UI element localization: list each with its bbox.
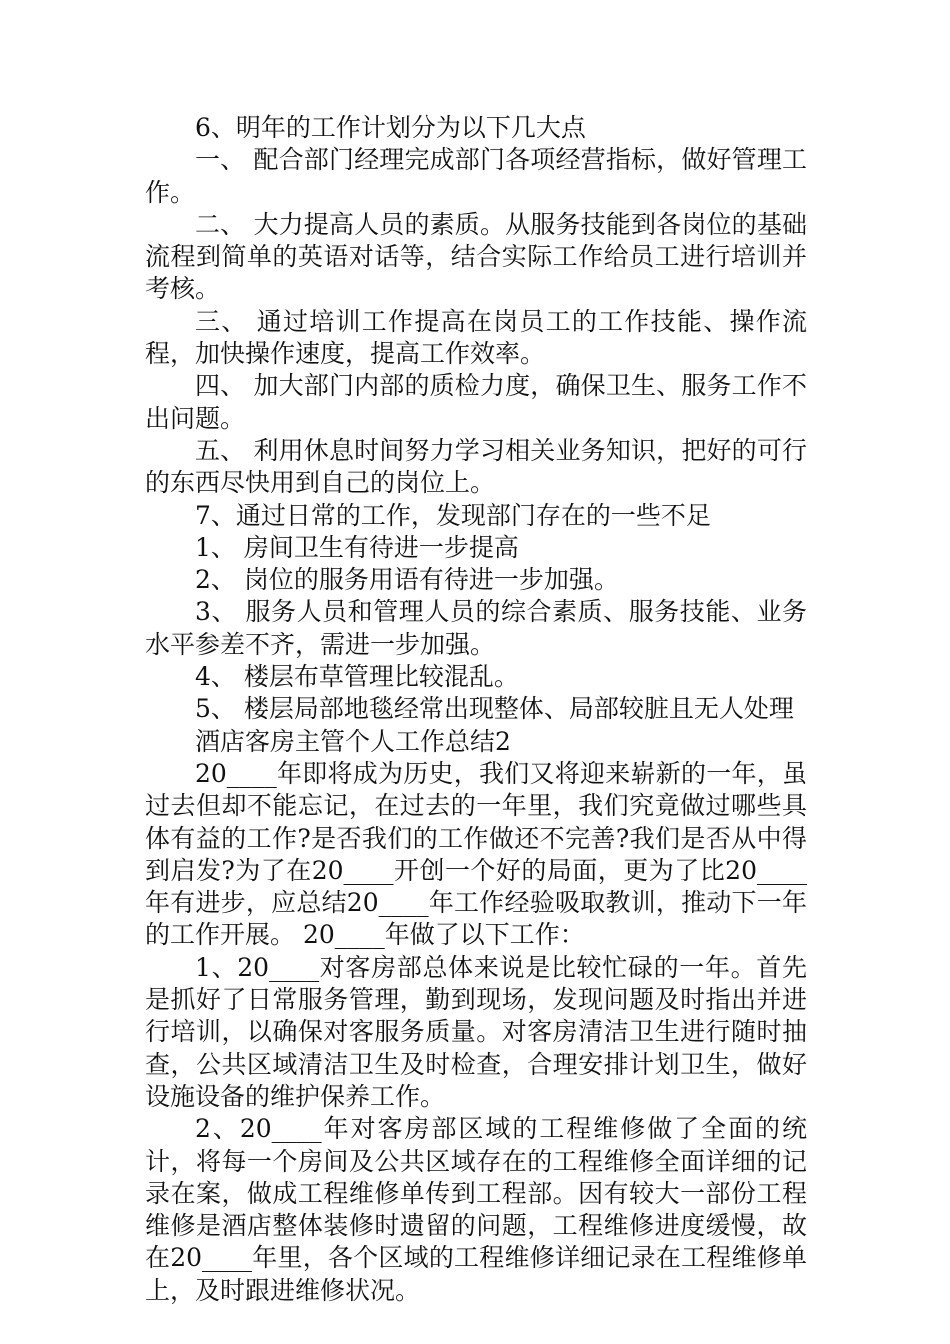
paragraph: 1、 房间卫生有待进一步提高 bbox=[195, 532, 519, 562]
section-title: 酒店客房主管个人工作总结2 bbox=[195, 726, 511, 756]
paragraph: 7、通过日常的工作，发现部门存在的一些不足 bbox=[195, 500, 711, 530]
paragraph: 四、 加大部门内部的质检力度，确保卫生、服务工作不出问题。 bbox=[145, 371, 807, 433]
paragraph: 2、20____年对客房部区域的工程维修做了全面的统计，将每一个房间及公共区域存在的工程维修全面详细的记录在案，做成工程维修单传到工程部。因有较大一部份工程维修是酒店整体装修时遗留的问题，工程维修进度缓慢，故在20____年里，各个区域的工程维修详细记录在工程维修单上，及时跟进维修状况。 bbox=[145, 1114, 807, 1305]
paragraph: 一、 配合部门经理完成部门各项经营指标，做好管理工作。 bbox=[145, 145, 807, 207]
paragraph: 三、 通过培训工作提高在岗员工的工作技能、操作流程，加快操作速度，提高工作效率。 bbox=[145, 306, 807, 369]
paragraph: 5、 楼层局部地毯经常出现整体、局部较脏且无人处理 bbox=[195, 694, 794, 724]
paragraph: 2、 岗位的服务用语有待进一步加强。 bbox=[195, 565, 619, 595]
paragraph: 4、 楼层布草管理比较混乱。 bbox=[195, 662, 519, 692]
document-body bbox=[145, 112, 807, 1307]
paragraph: 五、 利用休息时间努力学习相关业务知识，把好的可行的东西尽快用到自己的岗位上。 bbox=[145, 435, 807, 498]
paragraph: 二、 大力提高人员的素质。从服务技能到各岗位的基础流程到简单的英语对话等，结合实际工作给员工进行培训并考核。 bbox=[145, 209, 807, 304]
paragraph: 20____年即将成为历史，我们又将迎来崭新的一年，虽过去但却不能忘记，在过去的一年里，我们究竟做过哪些具体有益的工作?是否我们的工作做还不完善?我们是否从中得到启发?为了在20____开创一个好的局面，更为了比20____年有进步，应总结20____年工作经验吸取教训，推动下一年的工作开展。 20____年做了以下工作： bbox=[145, 758, 807, 950]
paragraph: 1、20____对客房部总体来说是比较忙碌的一年。首先是抓好了日常服务管理，勤到现场，发现问题及时指出并进行培训，以确保对客服务质量。对客房清洁卫生进行随时抽查，公共区域清洁卫生及时检查，合理安排计划卫生，做好设施设备的维护保养工作。 bbox=[145, 952, 807, 1111]
paragraph: 3、 服务人员和管理人员的综合素质、服务技能、业务水平参差不齐，需进一步加强。 bbox=[145, 597, 807, 659]
paragraph: 6、明年的工作计划分为以下几大点 bbox=[195, 113, 586, 142]
